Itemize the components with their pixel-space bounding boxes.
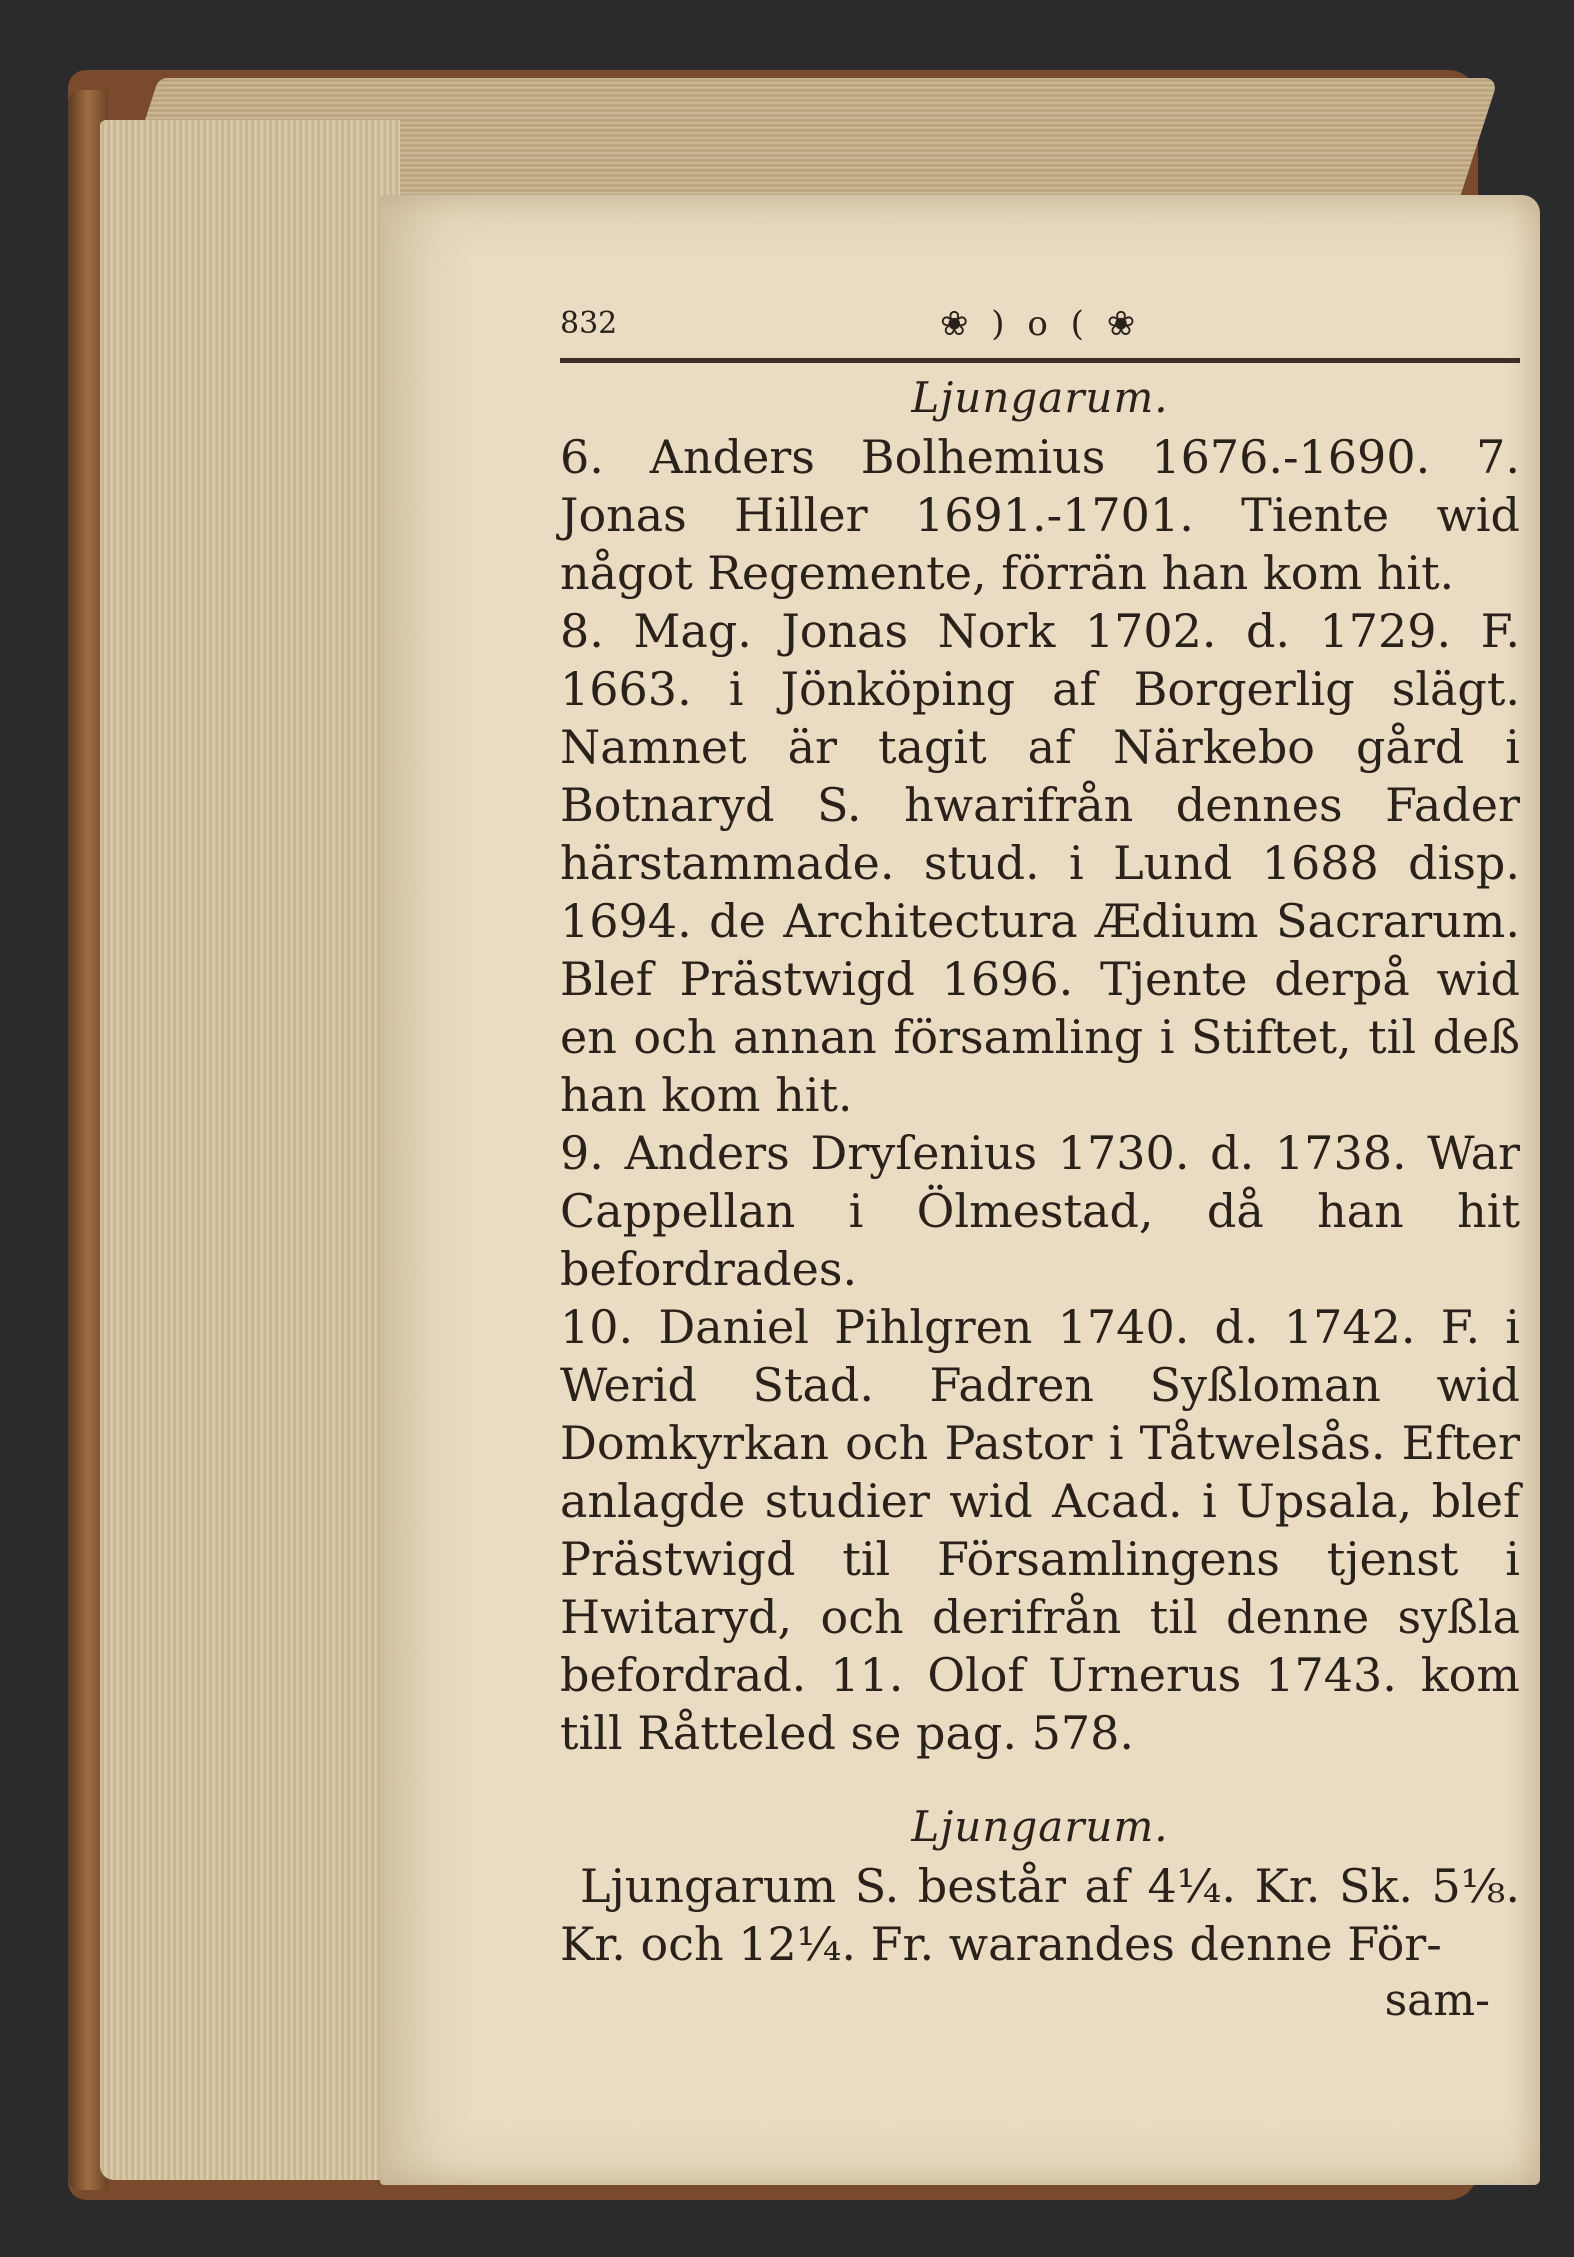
entry-8: 8. Mag. Jonas Nork 1702. d. 1729. F. 1663. i Jönköping af Borgerlig slägt. Namnet är tagit af Närkebo gård i Botnaryd S. hwarifrån dennes Fader härstammade. stud. i Lund 1688 disp. 1694. de Architectura Ædium Sacrarum. Blef Prästwigd 1696. Tjente derpå wid en och annan församling i Stiftet, til deß han kom hit.	[560, 604, 1520, 1122]
section-title: Ljungarum.	[911, 373, 1169, 422]
parish-description: Ljungarum S. består af 4¼. Kr. Sk. 5⅛. Kr. och 12¼. Fr. warandes denne För-	[560, 1859, 1520, 1971]
page-number: 832	[560, 306, 618, 341]
entry-9: 9. Anders Dryſenius 1730. d. 1738. War Cappellan i Ölmestad, då han hit befordrades.	[560, 1126, 1520, 1296]
running-header	[560, 300, 1520, 363]
section-title-2: Ljungarum.	[911, 1802, 1169, 1851]
entry-6-7: 6. Anders Bolhemius 1676.‑1690. 7. Jonas Hiller 1691.‑1701. Tiente wid något Regemente, förrän han kom hit.	[560, 430, 1520, 600]
header-ornament: ❀ ) o ( ❀	[940, 304, 1142, 344]
catchword: sam-	[1384, 1975, 1490, 2026]
page-text	[560, 300, 1520, 2026]
entry-10-11: 10. Daniel Pihlgren 1740. d. 1742. F. i Werid Stad. Fadren Syßloman wid Domkyrkan och Pastor i Tåtwelsås. Efter anlagde studier wid Acad. i Upsala, blef Prästwigd til Församlingens tjenst i Hwitaryd, och derifrån til denne syßla befordrad. 11. Olof Urnerus 1743. kom till Råtteled se pag. 578.	[560, 1300, 1520, 1760]
page-block-side-edge	[100, 120, 400, 2180]
